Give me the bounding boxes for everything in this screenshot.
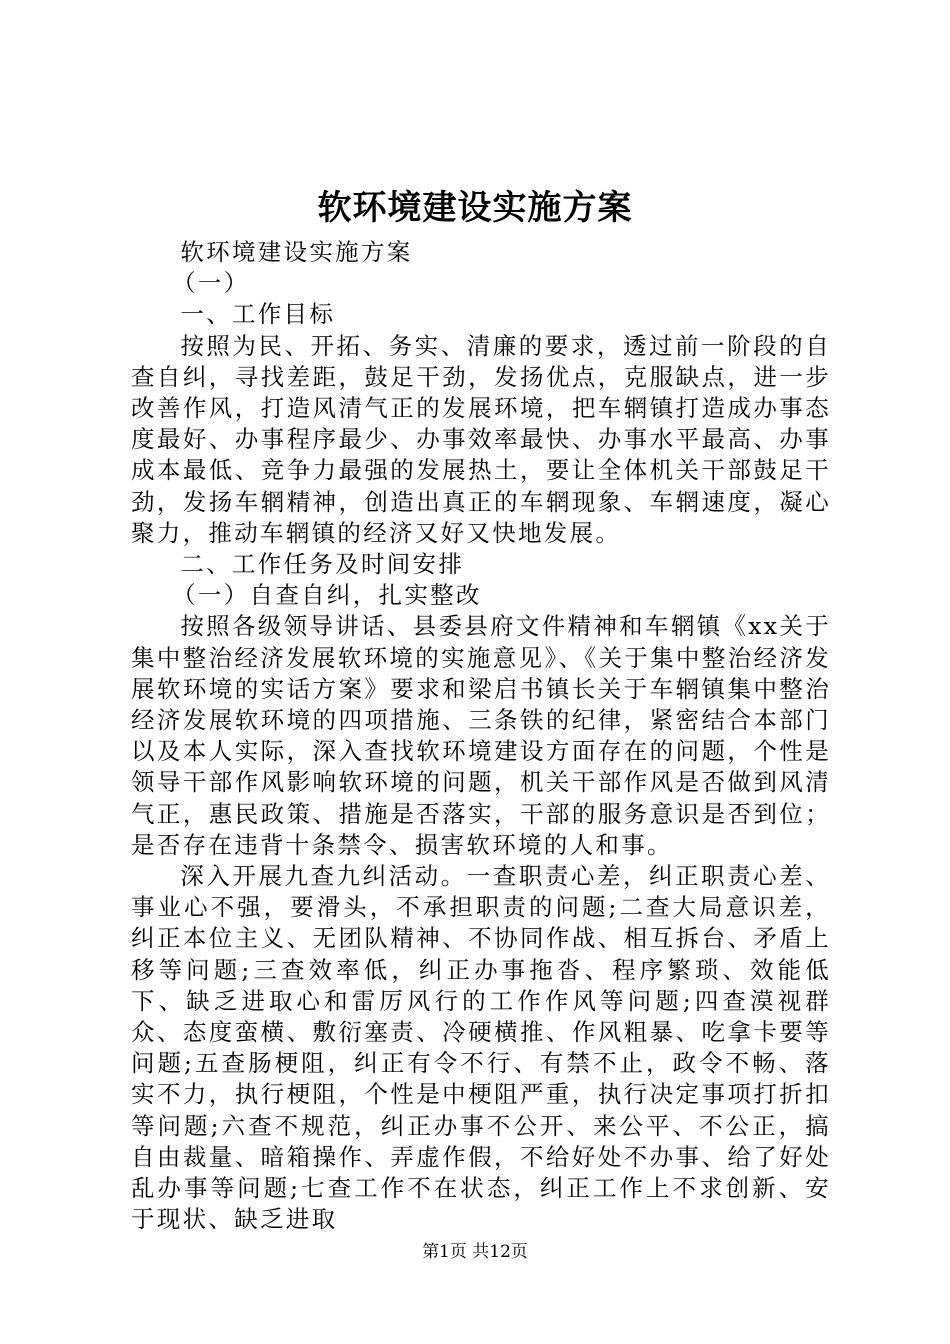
subtitle-paragraph: 软环境建设实施方案 bbox=[180, 238, 413, 266]
paragraph-self-check: 按照各级领导讲话、县委县府文件精神和车辋镇《xx关于集中整治经济发展软环境的实施意见》、《关于集中整治经济发展软环境的实话方案》要求和梁启书镇长关于车辋镇集中整治经济发展软环境的四项措施、三条铁的纪律，紧密结合本部门以及本人实际，深入查找软环境建设方面存在的问题，个性是领导干部作风影响软环境的问题，机关干部作风是否做到风清气正，惠民政策、措施是否落实，干部的服务意识是否到位；是否存在违背十条禁令、损害软环境的人和事。 bbox=[131, 612, 831, 859]
document-body bbox=[131, 237, 831, 1236]
subheading-self-check: （一）自查自纠，扎实整改 bbox=[172, 581, 482, 610]
paragraph-nine-checks: 深入开展九查九纠活动。一查职责心差，纠正职责心差、事业心不强，要滑头，不承担职责的问题;二查大局意识差，纠正本位主义、无团队精神、不协同作战、相互拆台、矛盾上移等问题;三查效率低，纠正办事拖沓、程序繁琐、效能低下、缺乏进取心和雷厉风行的工作作风等问题;四查漠视群众、态度蛮横、敷衍塞责、冷硬横推、作风粗暴、吃拿卡要等问题;五查肠梗阻，纠正有令不行、有禁不止，政令不畅、落实不力，执行梗阻，个性是中梗阻严重，执行决定事项打折扣等问题;六查不规范，纠正办事不公开、来公平、不公正，搞自由裁量、暗箱操作、弄虚作假，不给好处不办事、给了好处乱办事等问题;七查工作不在状态，纠正工作上不求创新、安于现状、缺乏进取 bbox=[131, 862, 831, 1234]
document-title: 软环境建设实施方案 bbox=[317, 188, 633, 228]
heading-tasks-schedule: 二、工作任务及时间安排 bbox=[180, 550, 465, 579]
paragraph-goals: 按照为民、开拓、务实、清廉的要求，透过前一阶段的自查自纠，寻找差距，鼓足干劲，发扬优点，克服缺点，进一步改善作风，打造风清气正的发展环境，把车辋镇打造成办事态度最好、办事程序最少、办事效率最快、办事水平最高、办事成本最低、竞争力最强的发展热土，要让全体机关干部鼓足干劲，发扬车辋精神，创造出真正的车辋现象、车辋速度，凝心聚力，推动车辋镇的经济又好又快地发展。 bbox=[131, 331, 831, 547]
page-number-footer: 第1页 共12页 bbox=[422, 1242, 528, 1262]
section-number: （一） bbox=[172, 269, 250, 298]
heading-work-goals: 一、工作目标 bbox=[180, 300, 336, 329]
